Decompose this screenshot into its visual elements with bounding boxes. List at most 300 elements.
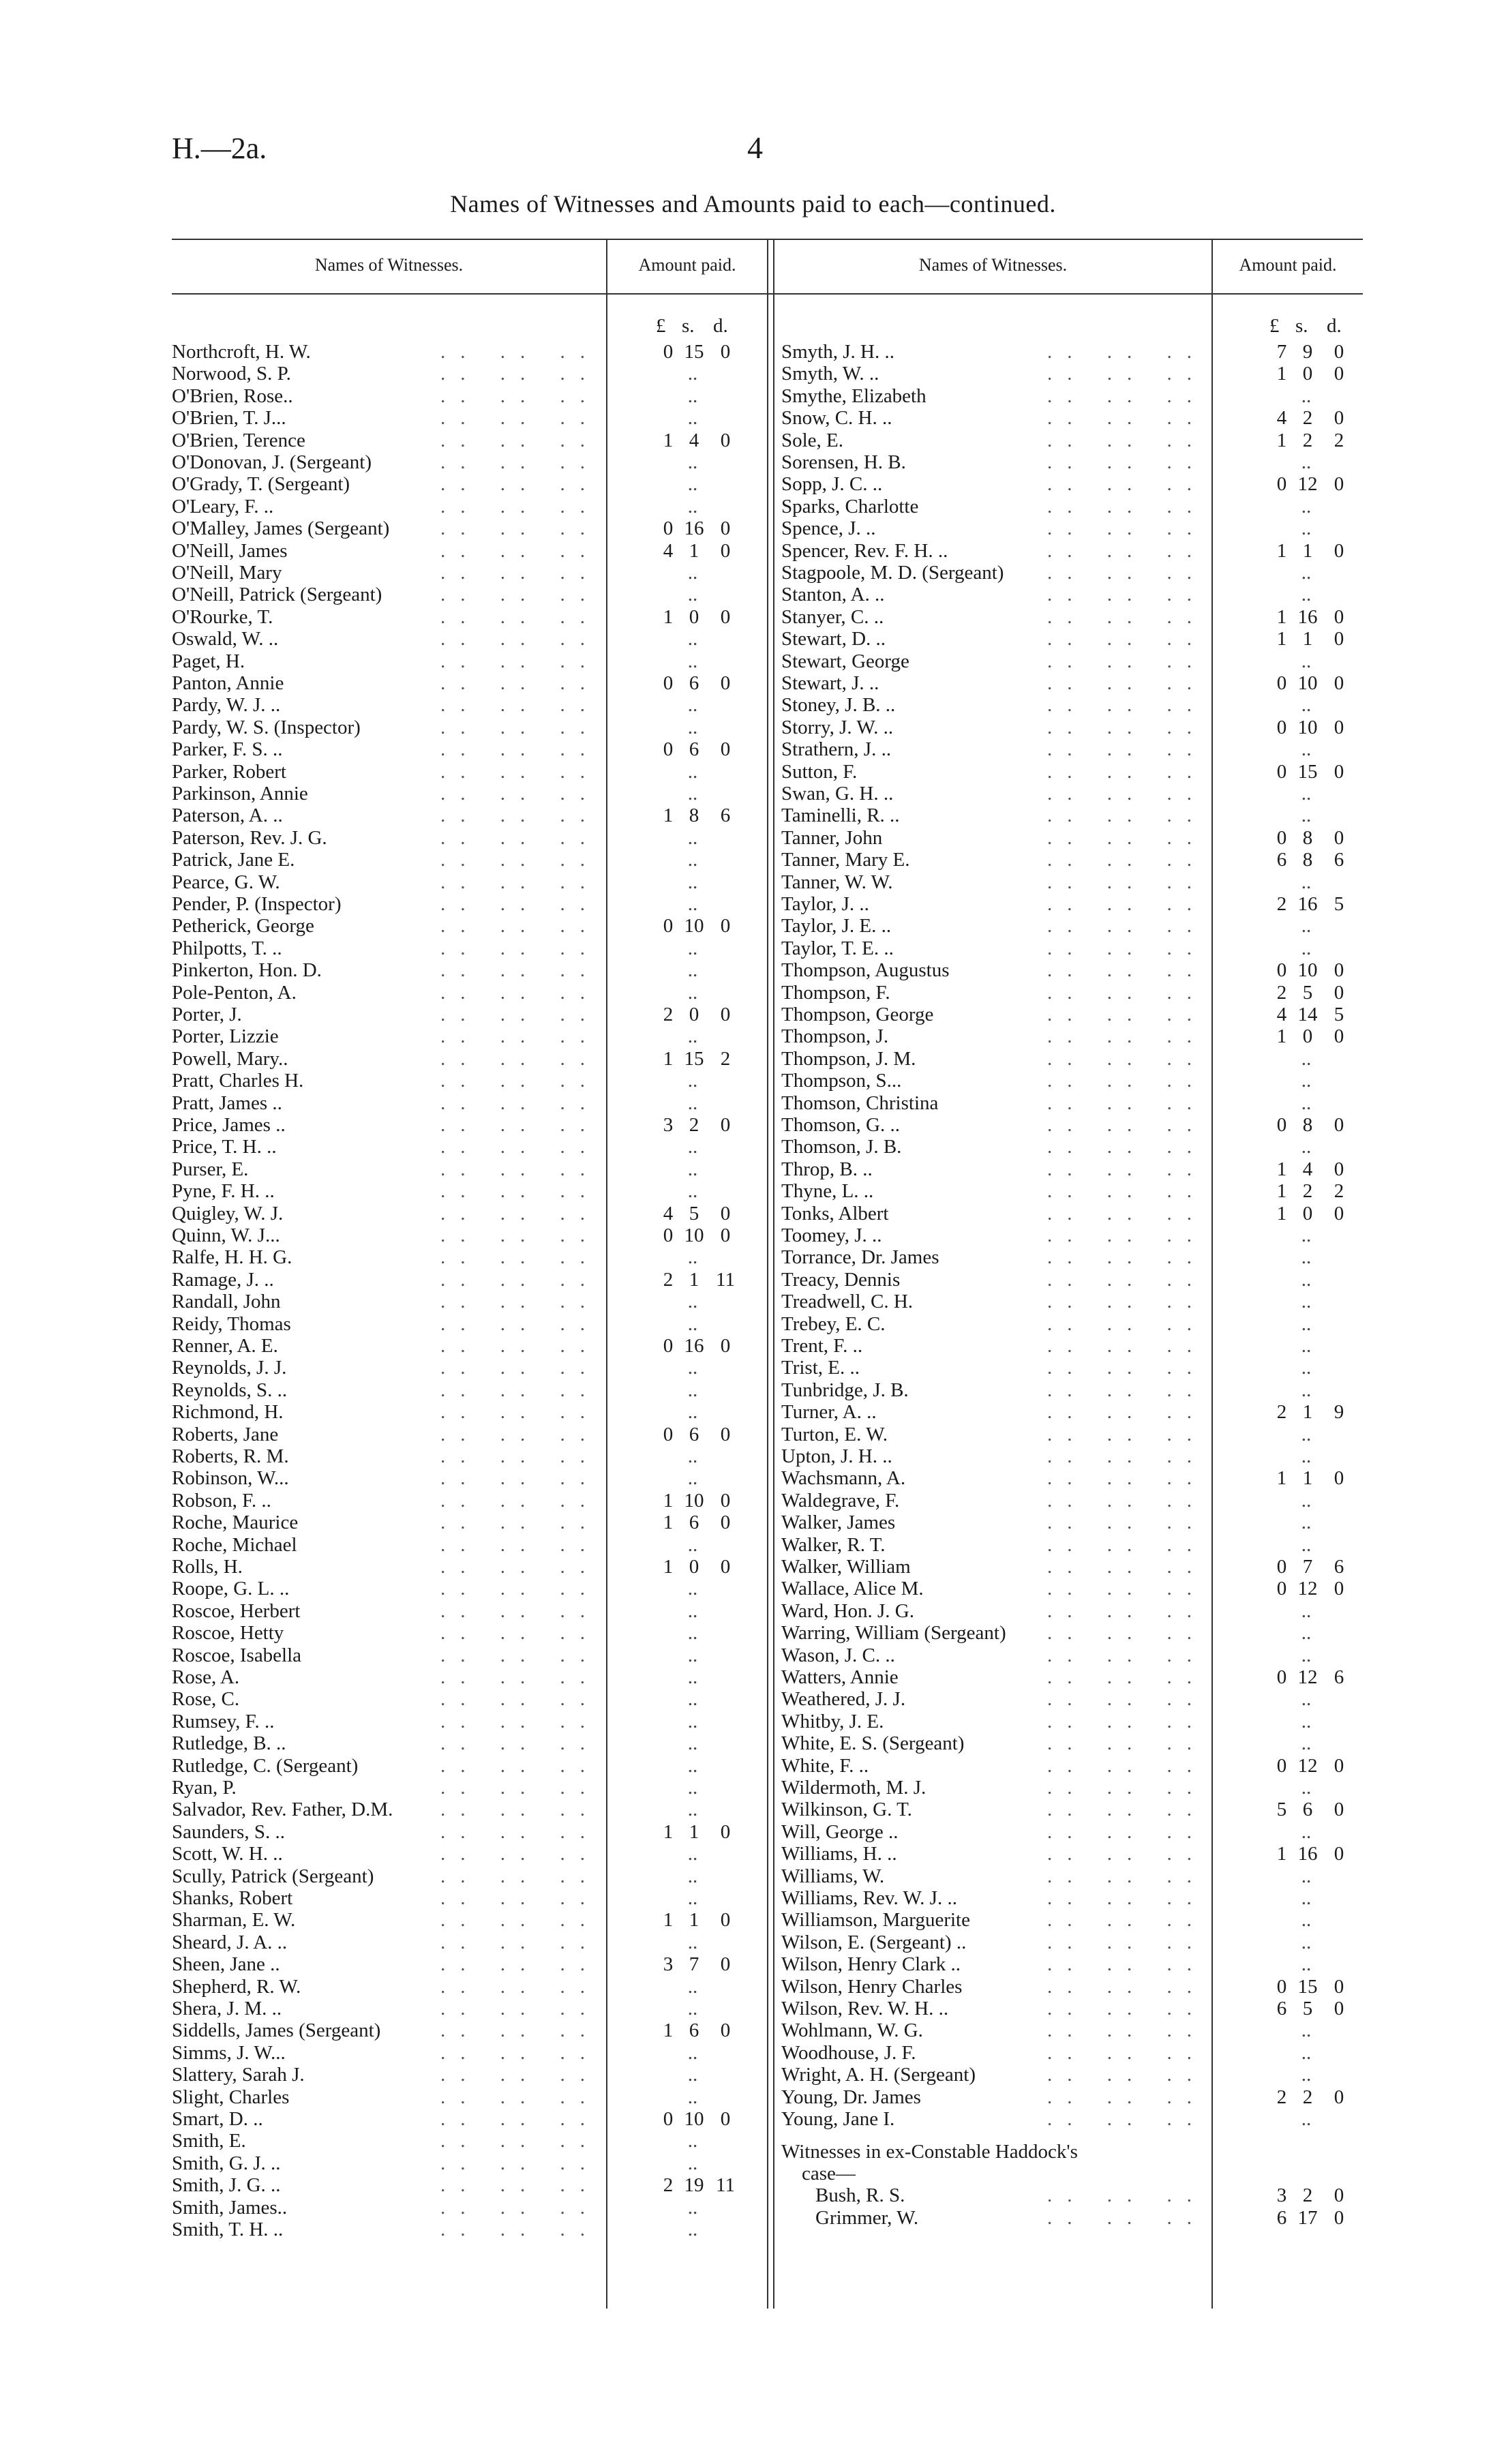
amount-shillings: 16	[684, 1335, 704, 1357]
amount-pence: 0	[1334, 473, 1344, 496]
amount-shillings: 0	[689, 1004, 699, 1025]
witness-name: Stanyer, C. ..	[781, 605, 884, 628]
leader-dots: .. .. ..	[440, 1975, 600, 1998]
witness-name: Rose, C.	[172, 1688, 240, 1711]
amount-shillings: 10	[1297, 716, 1318, 738]
witness-name: Wilson, Henry Charles	[781, 1975, 963, 1998]
witness-name: Upton, J. H. ..	[781, 1445, 892, 1467]
leader-dots: .. .. ..	[440, 2041, 600, 2064]
amount-empty: ..	[687, 1710, 698, 1732]
amount-pounds: 0	[663, 915, 674, 937]
amount-pence: 0	[1334, 605, 1344, 628]
amount-empty: ..	[687, 1578, 698, 1600]
witness-name: Roche, Michael	[172, 1533, 297, 1556]
witness-name: Smith, G. J. ..	[172, 2152, 281, 2174]
amount-pounds: 0	[1276, 473, 1287, 496]
leader-dots: .. .. ..	[1047, 1732, 1207, 1755]
witness-name: Turton, E. W.	[781, 1423, 888, 1445]
amount-empty: ..	[1301, 1225, 1312, 1246]
amount-empty: ..	[1301, 871, 1312, 893]
divider-center-double	[773, 240, 774, 2309]
leader-dots: .. .. ..	[440, 1423, 600, 1445]
amount-shillings: 6	[689, 1423, 699, 1445]
amount-empty: ..	[687, 1688, 698, 1711]
leader-dots: .. .. ..	[1047, 1931, 1207, 1953]
amount-empty: ..	[1301, 584, 1312, 606]
leader-dots: .. .. ..	[440, 1467, 600, 1490]
amount-shillings: 0	[1302, 1202, 1313, 1225]
amount-pounds: 0	[1276, 1666, 1287, 1688]
witness-name: Powell, Mary..	[172, 1047, 288, 1070]
amount-pence: 0	[1334, 2206, 1344, 2229]
leader-dots: .. .. ..	[1047, 562, 1207, 584]
witness-name: Wildermoth, M. J.	[781, 1777, 927, 1799]
witness-name: Roche, Maurice	[172, 1512, 299, 1534]
amount-empty: ..	[687, 1599, 698, 1622]
leader-dots: .. .. ..	[440, 1291, 600, 1313]
amount-shillings: 7	[1302, 1556, 1313, 1578]
amount-empty: ..	[687, 849, 698, 871]
leader-dots: .. .. ..	[440, 1114, 600, 1136]
amount-shillings: 16	[1297, 893, 1318, 915]
witness-name: Swan, G. H. ..	[781, 783, 894, 805]
amount-pounds: 0	[1276, 959, 1287, 982]
witness-name: Sparks, Charlotte	[781, 495, 919, 517]
witness-name: Walker, James	[781, 1512, 896, 1534]
witness-name: Wilson, E. (Sergeant) ..	[781, 1931, 967, 1953]
amount-pounds: 0	[1276, 760, 1287, 783]
leader-dots: .. .. ..	[440, 2064, 600, 2086]
amount-empty: ..	[687, 2041, 698, 2064]
witness-name: Paterson, Rev. J. G.	[172, 826, 327, 849]
leader-dots: .. .. ..	[440, 385, 600, 407]
amount-shillings: 6	[1302, 1799, 1313, 1821]
witness-name: Roberts, Jane	[172, 1423, 279, 1445]
amount-pence: 0	[720, 2019, 731, 2042]
leader-dots: .. .. ..	[440, 893, 600, 915]
amount-empty: ..	[1301, 495, 1312, 517]
amount-empty: ..	[1301, 1268, 1312, 1291]
witness-name: Rutledge, B. ..	[172, 1732, 286, 1755]
witness-name: Sole, E.	[781, 429, 844, 451]
witness-name: O'Malley, James (Sergeant)	[172, 517, 390, 540]
witness-name: Toomey, J. ..	[781, 1225, 882, 1246]
witness-name: Smart, D. ..	[172, 2108, 263, 2130]
amount-empty: ..	[1301, 1489, 1312, 1512]
leader-dots: .. .. ..	[440, 2174, 600, 2197]
leader-dots: .. .. ..	[440, 1556, 600, 1578]
leader-dots: .. .. ..	[1047, 1644, 1207, 1666]
witness-name: Sheard, J. A. ..	[172, 1931, 288, 1953]
witness-name: Roscoe, Isabella	[172, 1644, 302, 1666]
amount-shillings: 2	[1302, 407, 1313, 430]
divider-left-amount-end	[767, 240, 768, 2309]
leader-dots: .. .. ..	[440, 1202, 600, 1225]
witness-name: Williams, Rev. W. J. ..	[781, 1887, 957, 1909]
leader-dots: .. .. ..	[440, 650, 600, 672]
amount-empty: ..	[687, 1312, 698, 1335]
amount-shillings: 2	[1302, 2086, 1313, 2108]
leader-dots: .. .. ..	[1047, 539, 1207, 562]
amount-empty: ..	[1301, 915, 1312, 937]
witness-name: Smyth, J. H. ..	[781, 341, 894, 363]
leader-dots: .. .. ..	[440, 1732, 600, 1755]
leader-dots: .. .. ..	[1047, 2086, 1207, 2108]
amount-shillings: 1	[689, 1268, 699, 1291]
header-amount-right: Amount paid.	[1239, 255, 1337, 275]
amount-pence: 0	[720, 1114, 731, 1136]
witness-name: Taylor, J. E. ..	[781, 915, 892, 937]
amount-empty: ..	[687, 1401, 698, 1424]
amount-shillings: 8	[1302, 1114, 1313, 1136]
witness-name: Pratt, Charles H.	[172, 1070, 304, 1092]
amount-pence: 0	[1334, 716, 1344, 738]
amount-pounds: 1	[1276, 1843, 1287, 1865]
witness-name: Rose, A.	[172, 1666, 240, 1688]
amount-pounds: 2	[1276, 2086, 1287, 2108]
leader-dots: .. .. ..	[1047, 650, 1207, 672]
amount-empty: ..	[1301, 562, 1312, 584]
amount-empty: ..	[687, 2064, 698, 2086]
amount-empty: ..	[1301, 1599, 1312, 1622]
leader-dots: .. .. ..	[440, 2086, 600, 2108]
witness-name: Smythe, Elizabeth	[781, 385, 927, 407]
amount-empty: ..	[1301, 694, 1312, 717]
page-number: 4	[747, 130, 763, 165]
leader-dots: .. .. ..	[1047, 1688, 1207, 1711]
leader-dots: .. .. ..	[1047, 628, 1207, 650]
witness-name: O'Neill, James	[172, 539, 288, 562]
leader-dots: .. .. ..	[1047, 584, 1207, 606]
leader-dots: .. .. ..	[440, 1379, 600, 1401]
witness-name: Smith, J. G. ..	[172, 2174, 281, 2197]
leader-dots: .. .. ..	[1047, 1379, 1207, 1401]
amount-empty: ..	[687, 1379, 698, 1401]
amount-pence: 0	[720, 672, 731, 694]
leader-dots: .. .. ..	[1047, 1092, 1207, 1114]
amount-empty: ..	[687, 760, 698, 783]
currency-pence: d.	[713, 315, 728, 337]
amount-empty: ..	[687, 1865, 698, 1887]
witness-name: Wilson, Rev. W. H. ..	[781, 1998, 949, 2019]
witness-name: O'Rourke, T.	[172, 605, 273, 628]
witness-name: Bush, R. S.	[815, 2184, 905, 2207]
witness-name: Waldegrave, F.	[781, 1489, 900, 1512]
amount-shillings: 12	[1297, 1578, 1318, 1600]
witness-name: Norwood, S. P.	[172, 363, 291, 385]
amount-shillings: 1	[1302, 1467, 1313, 1490]
leader-dots: .. .. ..	[1047, 2064, 1207, 2086]
amount-pounds: 3	[1276, 2184, 1287, 2207]
amount-empty: ..	[1301, 2019, 1312, 2042]
leader-dots: .. .. ..	[1047, 1423, 1207, 1445]
amount-empty: ..	[1301, 1335, 1312, 1357]
witness-name: Purser, E.	[172, 1158, 249, 1180]
amount-pence: 0	[720, 341, 731, 363]
amount-empty: ..	[687, 783, 698, 805]
leader-dots: .. .. ..	[1047, 1998, 1207, 2019]
leader-dots: .. .. ..	[1047, 2019, 1207, 2042]
leader-dots: .. .. ..	[440, 407, 600, 430]
amount-pounds: 1	[663, 605, 674, 628]
amount-shillings: 6	[689, 738, 699, 761]
leader-dots: .. .. ..	[1047, 1865, 1207, 1887]
amount-pounds: 1	[663, 1047, 674, 1070]
witness-name: Pender, P. (Inspector)	[172, 893, 342, 915]
amount-pence: 0	[720, 1335, 731, 1357]
leader-dots: .. .. ..	[1047, 1225, 1207, 1246]
leader-dots: .. .. ..	[1047, 1467, 1207, 1490]
amount-shillings: 0	[1302, 1025, 1313, 1048]
amount-pounds: 6	[1276, 849, 1287, 871]
amount-pounds: 1	[1276, 539, 1287, 562]
amount-pounds: 2	[663, 1268, 674, 1291]
amount-pence: 6	[1334, 1556, 1344, 1578]
amount-pounds: 1	[663, 805, 674, 827]
leader-dots: .. .. ..	[1047, 1335, 1207, 1357]
amount-shillings: 15	[1297, 760, 1318, 783]
amount-empty: ..	[1301, 1622, 1312, 1644]
leader-dots: .. .. ..	[440, 1047, 600, 1070]
amount-pence: 0	[1334, 1754, 1344, 1777]
amount-empty: ..	[687, 1887, 698, 1909]
amount-empty: ..	[1301, 1136, 1312, 1158]
amount-empty: ..	[687, 1998, 698, 2019]
leader-dots: .. .. ..	[440, 495, 600, 517]
leader-dots: .. .. ..	[1047, 1666, 1207, 1688]
leader-dots: .. .. ..	[440, 1401, 600, 1424]
amount-pounds: 4	[663, 539, 674, 562]
witness-name: Slattery, Sarah J.	[172, 2064, 305, 2086]
witness-name: Pratt, James ..	[172, 1092, 282, 1114]
amount-empty: ..	[1301, 517, 1312, 540]
amount-empty: ..	[687, 1070, 698, 1092]
leader-dots: .. .. ..	[1047, 805, 1207, 827]
amount-empty: ..	[1301, 1865, 1312, 1887]
leader-dots: .. .. ..	[440, 1158, 600, 1180]
amount-empty: ..	[687, 826, 698, 849]
witness-name: Trent, F. ..	[781, 1335, 863, 1357]
witness-name: Pole-Penton, A.	[172, 981, 297, 1004]
witness-name: Slight, Charles	[172, 2086, 290, 2108]
amount-pence: 0	[720, 1512, 731, 1534]
amount-empty: ..	[687, 1467, 698, 1490]
amount-pounds: 7	[1276, 341, 1287, 363]
witness-name: Ward, Hon. J. G.	[781, 1599, 914, 1622]
leader-dots: .. .. ..	[440, 1710, 600, 1732]
witness-name: Thompson, J. M.	[781, 1047, 916, 1070]
amount-pounds: 0	[663, 517, 674, 540]
amount-empty: ..	[687, 1158, 698, 1180]
witness-name: Price, T. H. ..	[172, 1136, 277, 1158]
amount-shillings: 10	[684, 1489, 704, 1512]
amount-empty: ..	[1301, 1710, 1312, 1732]
leader-dots: .. .. ..	[440, 1312, 600, 1335]
amount-shillings: 10	[1297, 959, 1318, 982]
amount-pence: 0	[720, 1225, 731, 1246]
amount-empty: ..	[1301, 2108, 1312, 2130]
leader-dots: .. .. ..	[440, 628, 600, 650]
witness-name: Tanner, Mary E.	[781, 849, 910, 871]
leader-dots: .. .. ..	[1047, 1445, 1207, 1467]
amount-pounds: 1	[663, 1909, 674, 1932]
witness-name: Sheen, Jane ..	[172, 1953, 280, 1976]
witness-name: Thyne, L. ..	[781, 1180, 874, 1203]
witness-name: Spence, J. ..	[781, 517, 876, 540]
amount-empty: ..	[1301, 1246, 1312, 1269]
witness-name: Oswald, W. ..	[172, 628, 279, 650]
witness-name: Wallace, Alice M.	[781, 1578, 924, 1600]
amount-pounds: 0	[663, 1423, 674, 1445]
leader-dots: .. .. ..	[1047, 694, 1207, 717]
leader-dots: .. .. ..	[1047, 959, 1207, 982]
leader-dots: .. .. ..	[440, 1004, 600, 1025]
amount-empty: ..	[1301, 1379, 1312, 1401]
witness-name: Thompson, J.	[781, 1025, 889, 1048]
amount-empty: ..	[687, 363, 698, 385]
amount-pence: 0	[1334, 407, 1344, 430]
amount-pence: 0	[720, 1202, 731, 1225]
witness-name: Watters, Annie	[781, 1666, 899, 1688]
amount-pounds: 0	[1276, 1754, 1287, 1777]
amount-empty: ..	[687, 2152, 698, 2174]
amount-pounds: 1	[663, 1556, 674, 1578]
witness-name: Turner, A. ..	[781, 1401, 877, 1424]
amount-shillings: 6	[689, 2019, 699, 2042]
leader-dots: .. .. ..	[1047, 1599, 1207, 1622]
leader-dots: .. .. ..	[1047, 1710, 1207, 1732]
witness-name: Wason, J. C. ..	[781, 1644, 895, 1666]
amount-shillings: 16	[1297, 1843, 1318, 1865]
leader-dots: .. .. ..	[1047, 495, 1207, 517]
amount-empty: ..	[687, 694, 698, 717]
divider-right-amount	[1211, 240, 1213, 2309]
amount-shillings: 6	[689, 672, 699, 694]
leader-dots: .. .. ..	[1047, 981, 1207, 1004]
amount-pence: 0	[1334, 341, 1344, 363]
witness-name: Siddells, James (Sergeant)	[172, 2019, 381, 2042]
haddock-heading-cont: case—	[802, 2163, 856, 2185]
witness-name: Saunders, S. ..	[172, 1820, 285, 1843]
amount-empty: ..	[687, 1445, 698, 1467]
leader-dots: .. .. ..	[440, 1533, 600, 1556]
amount-shillings: 4	[1302, 1158, 1313, 1180]
witness-name: Pearce, G. W.	[172, 871, 280, 893]
witness-name: O'Brien, Terence	[172, 429, 305, 451]
amount-pence: 0	[1334, 363, 1344, 385]
amount-empty: ..	[687, 1025, 698, 1048]
witness-name: Wilson, Henry Clark ..	[781, 1953, 961, 1976]
leader-dots: .. .. ..	[1047, 1291, 1207, 1313]
witness-name: Petherick, George	[172, 915, 314, 937]
witness-name: Stewart, J. ..	[781, 672, 879, 694]
amount-pence: 0	[720, 1004, 731, 1025]
leader-dots: .. .. ..	[1047, 1799, 1207, 1821]
witness-name: Porter, Lizzie	[172, 1025, 279, 1048]
leader-dots: .. .. ..	[1047, 1843, 1207, 1865]
amount-shillings: 16	[684, 517, 704, 540]
leader-dots: .. .. ..	[1047, 341, 1207, 363]
leader-dots: .. .. ..	[1047, 1887, 1207, 1909]
amount-shillings: 10	[684, 915, 704, 937]
witness-name: O'Donovan, J. (Sergeant)	[172, 451, 372, 473]
witness-name: Strathern, J. ..	[781, 738, 892, 761]
leader-dots: .. .. ..	[1047, 473, 1207, 496]
leader-dots: .. .. ..	[1047, 672, 1207, 694]
amount-shillings: 8	[1302, 849, 1313, 871]
witness-name: Shera, J. M. ..	[172, 1998, 282, 2019]
leader-dots: .. .. ..	[440, 1025, 600, 1048]
leader-dots: .. .. ..	[1047, 1953, 1207, 1976]
witness-name: Ramage, J. ..	[172, 1268, 274, 1291]
witness-name: Panton, Annie	[172, 672, 284, 694]
header-names-left: Names of Witnesses.	[314, 255, 464, 275]
amount-empty: ..	[687, 893, 698, 915]
leader-dots: .. .. ..	[440, 1180, 600, 1203]
amount-empty: ..	[1301, 451, 1312, 473]
amount-shillings: 5	[689, 1202, 699, 1225]
leader-dots: .. .. ..	[440, 2108, 600, 2130]
amount-pence: 2	[1334, 429, 1344, 451]
amount-shillings: 1	[1302, 539, 1313, 562]
witness-name: Rumsey, F. ..	[172, 1710, 275, 1732]
leader-dots: .. .. ..	[440, 1246, 600, 1269]
witness-name: Treacy, Dennis	[781, 1268, 901, 1291]
amount-empty: ..	[1301, 738, 1312, 761]
leader-dots: .. .. ..	[1047, 2108, 1207, 2130]
witness-name: Shanks, Robert	[172, 1887, 293, 1909]
amount-empty: ..	[1301, 1732, 1312, 1755]
amount-pounds: 0	[663, 1335, 674, 1357]
currency-pence: d.	[1327, 315, 1342, 337]
page-title: Names of Witnesses and Amounts paid to each—continued.	[450, 190, 1056, 217]
leader-dots: .. .. ..	[440, 1092, 600, 1114]
amount-shillings: 2	[689, 1114, 699, 1136]
amount-shillings: 14	[1297, 1004, 1318, 1025]
amount-pence: 0	[1334, 1158, 1344, 1180]
amount-pounds: 1	[1276, 1180, 1287, 1203]
witness-name: Tanner, W. W.	[781, 871, 893, 893]
witness-name: Reynolds, J. J.	[172, 1357, 287, 1379]
witness-name: White, E. S. (Sergeant)	[781, 1732, 965, 1755]
amount-pence: 0	[720, 1820, 731, 1843]
leader-dots: .. .. ..	[440, 738, 600, 761]
amount-pence: 2	[1334, 1180, 1344, 1203]
leader-dots: .. .. ..	[1047, 429, 1207, 451]
witness-name: Quigley, W. J.	[172, 1202, 284, 1225]
amount-shillings: 12	[1297, 1754, 1318, 1777]
amount-pence: 0	[1334, 672, 1344, 694]
witness-name: Young, Jane I.	[781, 2108, 895, 2130]
witness-name: Roscoe, Herbert	[172, 1599, 301, 1622]
leader-dots: .. .. ..	[1047, 1578, 1207, 1600]
amount-empty: ..	[1301, 1357, 1312, 1379]
amount-shillings: 8	[1302, 826, 1313, 849]
amount-pounds: 1	[1276, 363, 1287, 385]
amount-empty: ..	[687, 1357, 698, 1379]
witness-name: Thomson, Christina	[781, 1092, 939, 1114]
amount-shillings: 4	[689, 429, 699, 451]
witness-name: Ryan, P.	[172, 1777, 237, 1799]
witness-name: Tonks, Albert	[781, 1202, 889, 1225]
leader-dots: .. .. ..	[1047, 1556, 1207, 1578]
leader-dots: .. .. ..	[440, 760, 600, 783]
leader-dots: .. .. ..	[440, 584, 600, 606]
witness-name: Thompson, S...	[781, 1070, 902, 1092]
amount-empty: ..	[687, 1666, 698, 1688]
amount-pence: 0	[720, 429, 731, 451]
witness-name: Walker, William	[781, 1556, 911, 1578]
